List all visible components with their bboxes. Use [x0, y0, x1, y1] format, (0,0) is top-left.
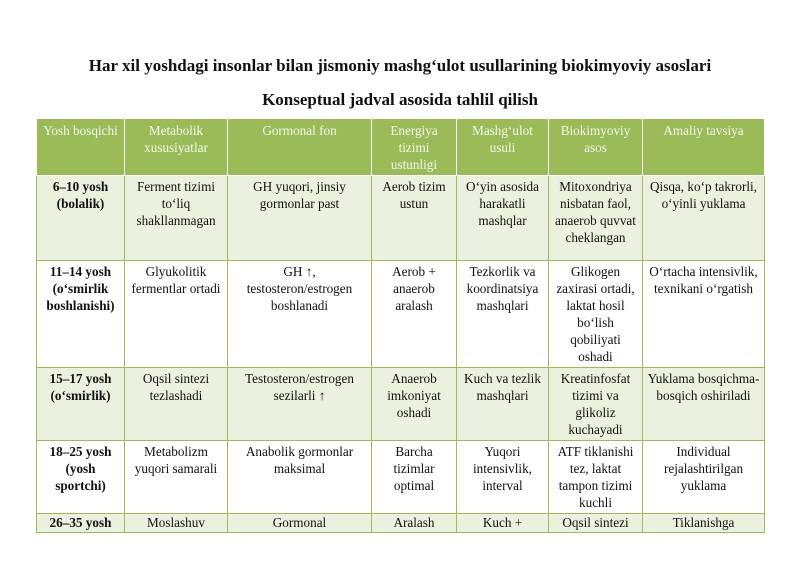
table-cell: GH ↑, testosteron/estrogen boshlanadi [228, 261, 372, 368]
document-title: Har xil yoshdagi insonlar bilan jismoniy mashg‘ulot usullarining biokimyoviy asoslari [88, 56, 712, 75]
table-cell: Ferment tizimi to‘liq shakllanmagan [125, 176, 228, 261]
table-cell: Yuqori intensivlik, interval [457, 441, 549, 514]
table-row [37, 368, 765, 441]
table-cell: Tezkorlik va koordinatsiya mashqlari [457, 261, 549, 368]
table-cell: Anaerob imkoniyat oshadi [372, 368, 457, 441]
table-cell: Mitoxondriya nisbatan faol, anaerob quvvat cheklangan [549, 176, 643, 261]
table-cell: Individual rejalashtirilgan yuklama [643, 441, 765, 514]
table-cell: Kuch va tezlik mashqlari [457, 368, 549, 441]
header-yosh-bosqichi: Yosh bosqichi [37, 119, 125, 176]
table-cell: Yuklama bosqichma-bosqich oshiriladi [643, 368, 765, 441]
table-cell: Aralash [372, 514, 457, 533]
header-gormonal-fon: Gormonal fon [228, 119, 372, 176]
table-cell: Oqsil sintezi tezlashadi [125, 368, 228, 441]
table-cell: Testosteron/estrogen sezilarli ↑ [228, 368, 372, 441]
header-biokimyoviy-asos: Biokimyoviy asos [549, 119, 643, 176]
table-cell: 26–35 yosh [37, 514, 125, 533]
table-cell: Kuch + [457, 514, 549, 533]
table-cell: O‘rtacha intensivlik, texnikani o‘rgatish [643, 261, 765, 368]
table-row [37, 176, 765, 261]
table-header-row [37, 119, 765, 176]
table-cell: Metabolizm yuqori samarali [125, 441, 228, 514]
table-row [37, 261, 765, 368]
table-cell: Aerob tizim ustun [372, 176, 457, 261]
table-cell: O‘yin asosida harakatli mashqlar [457, 176, 549, 261]
table-cell: Moslashuv [125, 514, 228, 533]
table-cell: Tiklanishga [643, 514, 765, 533]
table-cell: Kreatinfosfat tizimi va glikoliz kuchayadi [549, 368, 643, 441]
table-cell: Glikogen zaxirasi ortadi, laktat hosil bo‘lish qobiliyati oshadi [549, 261, 643, 368]
table-cell: 15–17 yosh (o‘smirlik) [37, 368, 125, 441]
header-amaliy-tavsiya: Amaliy tavsiya [643, 119, 765, 176]
table-cell: Anabolik gormonlar maksimal [228, 441, 372, 514]
table-cell: Qisqa, ko‘p takrorli, o‘yinli yuklama [643, 176, 765, 261]
table-row [37, 514, 765, 533]
table-cell: Glyukolitik fermentlar ortadi [125, 261, 228, 368]
table-cell: Barcha tizimlar optimal [372, 441, 457, 514]
table-cell: 11–14 yosh (o‘smirlik boshlanishi) [37, 261, 125, 368]
table-cell: Aerob + anaerob aralash [372, 261, 457, 368]
table-row [37, 441, 765, 514]
table-cell: Gormonal [228, 514, 372, 533]
header-metabolik-xususiyatlar: Metabolik xususiyatlar [125, 119, 228, 176]
table-cell: GH yuqori, jinsiy gormonlar past [228, 176, 372, 261]
header-energiya-tizimi: Energiya tizimi ustunligi [372, 119, 457, 176]
table-cell: ATF tiklanishi tez, laktat tampon tizimi kuchli [549, 441, 643, 514]
concept-table [36, 118, 765, 533]
document-subtitle: Konseptual jadval asosida tahlil qilish [262, 90, 538, 109]
header-mashgulot-usuli: Mashg‘ulot usuli [457, 119, 549, 176]
table-cell: Oqsil sintezi [549, 514, 643, 533]
table-cell: 6–10 yosh (bolalik) [37, 176, 125, 261]
table-cell: 18–25 yosh (yosh sportchi) [37, 441, 125, 514]
